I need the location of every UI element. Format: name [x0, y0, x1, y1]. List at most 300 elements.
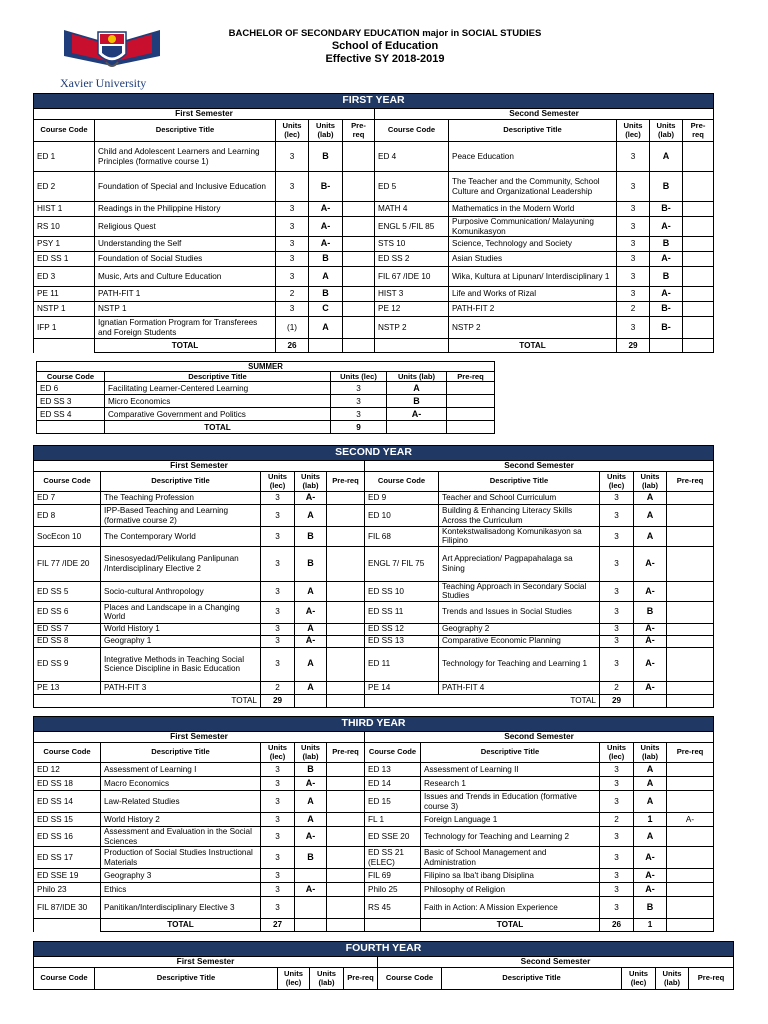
- course-title: Basic of School Management and Administration: [421, 847, 600, 869]
- course-code: ED SS 5: [34, 581, 101, 601]
- fourth-year-sem2-label: Second Semester: [378, 957, 734, 968]
- school-name: School of Education: [331, 40, 439, 52]
- units-lec: 3: [331, 395, 387, 408]
- units-lab: A: [295, 791, 327, 813]
- course-code: ED 7: [34, 492, 101, 505]
- col-units-lab: Units (lab): [656, 968, 689, 990]
- units-lab: B: [634, 601, 667, 623]
- prereq: [343, 217, 375, 237]
- units-lab: B: [295, 527, 327, 547]
- units-lec: 3: [600, 492, 634, 505]
- units-lec: 2: [261, 681, 295, 694]
- course-title: Panitikan/Interdisciplinary Elective 3: [101, 897, 261, 919]
- course-row: [34, 847, 714, 869]
- units-lec: 3: [617, 237, 650, 252]
- units-lec: 3: [261, 527, 295, 547]
- course-title: Mathematics in the Modern World: [449, 202, 617, 217]
- course-code: ED SS 1: [34, 252, 95, 267]
- units-lab: A-: [650, 252, 683, 267]
- units-lab: B-: [650, 302, 683, 317]
- university-logo: [62, 26, 162, 74]
- course-title: NSTP 1: [95, 302, 276, 317]
- course-row: [34, 813, 714, 827]
- course-row: [34, 172, 714, 202]
- prereq: [343, 267, 375, 287]
- course-code: PE 13: [34, 681, 101, 694]
- course-title: Building & Enhancing Literacy Skills Across the Curriculum: [439, 505, 600, 527]
- course-row: [34, 897, 714, 919]
- course-code: ED 1: [34, 142, 95, 172]
- col-descriptive-title: Descriptive Title: [449, 120, 617, 142]
- units-lec: 3: [276, 217, 309, 237]
- course-title: Foundation of Social Studies: [95, 252, 276, 267]
- course-row: [34, 883, 714, 897]
- units-lec: 3: [617, 172, 650, 202]
- prereq: [667, 777, 714, 791]
- course-title: Child and Adolescent Learners and Learning Principles (formative course 1): [95, 142, 276, 172]
- prereq: [683, 287, 714, 302]
- col-descriptive-title: Descriptive Title: [95, 120, 276, 142]
- prereq: [327, 635, 365, 647]
- units-lab: B: [650, 237, 683, 252]
- col-course-code: Course Code: [34, 120, 95, 142]
- units-lec: 3: [261, 505, 295, 527]
- course-title: Purposive Communication/ Malayuning Komunikasyon: [449, 217, 617, 237]
- third-year-sem2-lab-total: 1: [634, 919, 667, 932]
- prereq: [343, 252, 375, 267]
- course-row: [37, 408, 495, 421]
- prereq: [343, 172, 375, 202]
- prereq: [667, 869, 714, 883]
- units-lec: 2: [600, 681, 634, 694]
- col-prereq: Pre-req: [689, 968, 734, 990]
- course-title: Trends and Issues in Social Studies: [439, 601, 600, 623]
- units-lab: A: [634, 492, 667, 505]
- course-row: [34, 142, 714, 172]
- course-code: ED SS 15: [34, 813, 101, 827]
- prereq: [683, 202, 714, 217]
- course-row: [34, 546, 714, 581]
- course-title: Assessment and Evaluation in the Social Sciences: [101, 827, 261, 847]
- units-lec: 3: [600, 623, 634, 635]
- course-title: Foundation of Special and Inclusive Education: [95, 172, 276, 202]
- course-code: FIL 77 /IDE 20: [34, 546, 101, 581]
- course-title: Law-Related Studies: [101, 791, 261, 813]
- course-title: Assessment of Learning I: [101, 763, 261, 777]
- course-code: ED SS 21 (ELEC): [365, 847, 421, 869]
- course-title: Sinesosyedad/Pelikulang Panlipunan /Interdisciplinary Elective 2: [101, 546, 261, 581]
- course-title: Wika, Kultura at Lipunan/ Interdisciplinary 1: [449, 267, 617, 287]
- units-lab: A-: [650, 217, 683, 237]
- course-code: ED SS 18: [34, 777, 101, 791]
- col-units-lec: Units (lec): [261, 472, 295, 492]
- col-units-lab: Units (lab): [310, 968, 344, 990]
- units-lec: 3: [261, 647, 295, 681]
- col-prereq: Pre-req: [327, 472, 365, 492]
- units-lab: A: [295, 581, 327, 601]
- course-row: [34, 527, 714, 547]
- prereq: [667, 647, 714, 681]
- prereq: [327, 777, 365, 791]
- first-year-sem1-total: 26: [276, 339, 309, 353]
- course-title: Comparative Government and Politics: [105, 408, 331, 421]
- units-lab: A-: [634, 546, 667, 581]
- col-units-lec: Units (lec): [276, 120, 309, 142]
- course-code: FIL 67 /IDE 10: [375, 267, 449, 287]
- prereq: [327, 527, 365, 547]
- course-code: ED 14: [365, 777, 421, 791]
- units-lab: A-: [634, 623, 667, 635]
- course-code: HIST 3: [375, 287, 449, 302]
- units-lec: 3: [261, 763, 295, 777]
- second-year-total-label: TOTAL: [34, 694, 261, 707]
- units-lab: A: [634, 791, 667, 813]
- units-lec: 3: [600, 763, 634, 777]
- col-prereq: Pre-req: [683, 120, 714, 142]
- course-title: Geography 2: [439, 623, 600, 635]
- course-title: PATH-FIT 1: [95, 287, 276, 302]
- course-code: IFP 1: [34, 317, 95, 339]
- units-lec: 3: [600, 601, 634, 623]
- course-code: ED SS 9: [34, 647, 101, 681]
- course-code: ED 12: [34, 763, 101, 777]
- prereq: [667, 883, 714, 897]
- program-title: BACHELOR OF SECONDARY EDUCATION major in SOCIAL STUDIES: [228, 28, 542, 39]
- units-lab: A: [295, 647, 327, 681]
- units-lec: 3: [261, 546, 295, 581]
- prereq: [447, 408, 495, 421]
- course-title: Issues and Trends in Education (formative course 3): [421, 791, 600, 813]
- course-row: [34, 763, 714, 777]
- units-lab: A-: [309, 217, 343, 237]
- prereq: [327, 763, 365, 777]
- course-title: IPP-Based Teaching and Learning (formative course 2): [101, 505, 261, 527]
- course-title: Ethics: [101, 883, 261, 897]
- course-title: Production of Social Studies Instructional Materials: [101, 847, 261, 869]
- fourth-year-table: [33, 941, 734, 990]
- second-year-banner: SECOND YEAR: [34, 446, 714, 461]
- col-units-lab: Units (lab): [309, 120, 343, 142]
- course-title: Asian Studies: [449, 252, 617, 267]
- prereq: [327, 897, 365, 919]
- course-code: ED SS 6: [34, 601, 101, 623]
- course-title: The Contemporary World: [101, 527, 261, 547]
- course-row: [34, 267, 714, 287]
- prereq: [667, 546, 714, 581]
- course-title: The Teacher and the Community, School Culture and Organizational Leadership: [449, 172, 617, 202]
- course-title: Geography 3: [101, 869, 261, 883]
- units-lab: [295, 869, 327, 883]
- units-lec: 3: [261, 883, 295, 897]
- units-lec: 3: [261, 581, 295, 601]
- units-lab: A-: [295, 601, 327, 623]
- units-lab: A-: [309, 202, 343, 217]
- course-title: Kontekstwalisadong Komunikasyon sa Filipino: [439, 527, 600, 547]
- prereq: [327, 813, 365, 827]
- units-lec: 3: [261, 635, 295, 647]
- course-code: ED SS 2: [375, 252, 449, 267]
- units-lec: 2: [600, 813, 634, 827]
- units-lab: A-: [634, 681, 667, 694]
- course-code: ED SS 12: [365, 623, 439, 635]
- course-title: Peace Education: [449, 142, 617, 172]
- units-lab: A: [634, 527, 667, 547]
- col-course-code: Course Code: [37, 372, 105, 382]
- col-descriptive-title: Descriptive Title: [421, 743, 600, 763]
- course-row: [34, 791, 714, 813]
- course-code: NSTP 1: [34, 302, 95, 317]
- course-title: Foreign Language 1: [421, 813, 600, 827]
- course-title: Religious Quest: [95, 217, 276, 237]
- course-row: [34, 302, 714, 317]
- units-lec: 3: [617, 252, 650, 267]
- course-title: Teaching Approach in Secondary Social Studies: [439, 581, 600, 601]
- col-descriptive-title: Descriptive Title: [101, 472, 261, 492]
- course-row: [34, 237, 714, 252]
- summer-total: 9: [331, 421, 387, 434]
- first-year-sem1-label: First Semester: [34, 109, 375, 120]
- course-title: Socio-cultural Anthropology: [101, 581, 261, 601]
- course-code: ED SS 8: [34, 635, 101, 647]
- prereq: [667, 847, 714, 869]
- units-lab: C: [309, 302, 343, 317]
- units-lab: A: [650, 142, 683, 172]
- units-lec: 3: [261, 492, 295, 505]
- course-code: PE 12: [375, 302, 449, 317]
- prereq: [667, 527, 714, 547]
- summer-title: SUMMER: [37, 362, 495, 372]
- third-year-sem1-label: First Semester: [34, 732, 365, 743]
- prereq: [667, 897, 714, 919]
- course-title: Readings in the Philippine History: [95, 202, 276, 217]
- prereq: [667, 827, 714, 847]
- second-year-sem2-total: 29: [600, 694, 634, 707]
- third-year-banner: THIRD YEAR: [34, 717, 714, 732]
- units-lab: A: [634, 827, 667, 847]
- units-lec: 3: [331, 382, 387, 395]
- units-lec: 3: [261, 869, 295, 883]
- course-title: Understanding the Self: [95, 237, 276, 252]
- course-code: ED 9: [365, 492, 439, 505]
- col-descriptive-title: Descriptive Title: [105, 372, 331, 382]
- units-lab: A-: [634, 869, 667, 883]
- course-row: [34, 287, 714, 302]
- units-lab: A-: [634, 847, 667, 869]
- col-prereq: Pre-req: [344, 968, 378, 990]
- course-row: [34, 647, 714, 681]
- course-title: Faith in Action: A Mission Experience: [421, 897, 600, 919]
- units-lec: 3: [600, 777, 634, 791]
- prereq: [327, 681, 365, 694]
- units-lec: 3: [617, 217, 650, 237]
- course-code: ED SS 3: [37, 395, 105, 408]
- col-prereq: Pre-req: [667, 743, 714, 763]
- units-lab: B: [295, 847, 327, 869]
- third-year-table: [33, 716, 714, 932]
- course-code: ED SSE 20: [365, 827, 421, 847]
- units-lab: A: [634, 763, 667, 777]
- units-lec: 3: [617, 267, 650, 287]
- course-code: ENGL 7/ FIL 75: [365, 546, 439, 581]
- units-lab: A-: [295, 635, 327, 647]
- prereq: [327, 869, 365, 883]
- units-lec: 3: [600, 827, 634, 847]
- course-title: PATH-FIT 4: [439, 681, 600, 694]
- course-code: FIL 87/IDE 30: [34, 897, 101, 919]
- course-code: Philo 25: [365, 883, 421, 897]
- units-lec: 3: [617, 142, 650, 172]
- units-lec: 3: [276, 172, 309, 202]
- course-title: Places and Landscape in a Changing World: [101, 601, 261, 623]
- col-units-lab: Units (lab): [295, 472, 327, 492]
- course-code: FIL 68: [365, 527, 439, 547]
- units-lab: A: [295, 681, 327, 694]
- col-descriptive-title: Descriptive Title: [439, 472, 600, 492]
- third-year-total-label: TOTAL: [421, 919, 600, 932]
- course-code: RS 45: [365, 897, 421, 919]
- course-code: ED SS 14: [34, 791, 101, 813]
- units-lec: 3: [600, 647, 634, 681]
- course-code: ED SS 7: [34, 623, 101, 635]
- course-row: [34, 623, 714, 635]
- units-lab: A-: [634, 647, 667, 681]
- prereq: [327, 601, 365, 623]
- col-prereq: Pre-req: [343, 120, 375, 142]
- course-title: Technology for Teaching and Learning 1: [439, 647, 600, 681]
- units-lec: 3: [600, 791, 634, 813]
- units-lec: 3: [600, 527, 634, 547]
- units-lab: A: [634, 777, 667, 791]
- units-lab: B: [295, 763, 327, 777]
- fourth-year-sem1-label: First Semester: [34, 957, 378, 968]
- course-row: [34, 317, 714, 339]
- first-year-banner: FIRST YEAR: [34, 94, 714, 109]
- course-title: Technology for Teaching and Learning 2: [421, 827, 600, 847]
- units-lec: 3: [600, 869, 634, 883]
- units-lab: A-: [295, 827, 327, 847]
- prereq: [447, 382, 495, 395]
- prereq: [343, 142, 375, 172]
- prereq: [683, 217, 714, 237]
- course-row: [34, 827, 714, 847]
- course-title: Filipino sa Iba't ibang Disiplina: [421, 869, 600, 883]
- course-code: ED 3: [34, 267, 95, 287]
- prereq: [667, 505, 714, 527]
- course-title: Science, Technology and Society: [449, 237, 617, 252]
- course-title: Integrative Methods in Teaching Social Science Discipline in Basic Education: [101, 647, 261, 681]
- course-code: ED 13: [365, 763, 421, 777]
- prereq: [327, 847, 365, 869]
- course-code: ED 2: [34, 172, 95, 202]
- course-title: Micro Economics: [105, 395, 331, 408]
- prereq: [327, 505, 365, 527]
- col-course-code: Course Code: [378, 968, 442, 990]
- units-lec: 3: [617, 202, 650, 217]
- col-units-lec: Units (lec): [600, 472, 634, 492]
- first-year-total-label: TOTAL: [95, 339, 276, 353]
- units-lec: 3: [600, 883, 634, 897]
- prereq: [683, 267, 714, 287]
- units-lec: 3: [261, 791, 295, 813]
- col-units-lec: Units (lec): [600, 743, 634, 763]
- course-title: Life and Works of Rizal: [449, 287, 617, 302]
- course-code: FL 1: [365, 813, 421, 827]
- units-lec: 3: [261, 777, 295, 791]
- course-code: ED SS 4: [37, 408, 105, 421]
- units-lec: 3: [331, 408, 387, 421]
- course-code: ED 6: [37, 382, 105, 395]
- units-lab: B: [387, 395, 447, 408]
- prereq: [343, 317, 375, 339]
- course-code: ED 4: [375, 142, 449, 172]
- units-lec: 3: [600, 897, 634, 919]
- prereq: A-: [667, 813, 714, 827]
- second-year-total-label: TOTAL: [365, 694, 600, 707]
- course-row: [34, 202, 714, 217]
- summer-table: [36, 361, 495, 434]
- course-code: STS 10: [375, 237, 449, 252]
- units-lab: B: [309, 142, 343, 172]
- course-row: [34, 777, 714, 791]
- course-title: Research 1: [421, 777, 600, 791]
- units-lec: 3: [261, 847, 295, 869]
- first-year-table: [33, 93, 714, 353]
- units-lec: 3: [261, 813, 295, 827]
- units-lab: [295, 897, 327, 919]
- prereq: [343, 302, 375, 317]
- units-lec: 3: [261, 623, 295, 635]
- course-row: [37, 395, 495, 408]
- prereq: [683, 237, 714, 252]
- prereq: [683, 172, 714, 202]
- units-lab: 1: [634, 813, 667, 827]
- prereq: [667, 581, 714, 601]
- prereq: [667, 635, 714, 647]
- prereq: [343, 202, 375, 217]
- units-lab: A-: [295, 492, 327, 505]
- course-title: The Teaching Profession: [101, 492, 261, 505]
- units-lec: 3: [276, 302, 309, 317]
- course-code: PE 11: [34, 287, 95, 302]
- units-lab: A-: [387, 408, 447, 421]
- third-year-sem1-total: 27: [261, 919, 295, 932]
- course-code: NSTP 2: [375, 317, 449, 339]
- course-title: Geography 1: [101, 635, 261, 647]
- units-lec: 2: [617, 302, 650, 317]
- course-title: Facilitating Learner-Centered Learning: [105, 382, 331, 395]
- units-lab: B-: [309, 172, 343, 202]
- course-title: Macro Economics: [101, 777, 261, 791]
- col-units-lab: Units (lab): [650, 120, 683, 142]
- units-lec: 2: [276, 287, 309, 302]
- units-lab: A-: [634, 883, 667, 897]
- course-code: ED 5: [375, 172, 449, 202]
- prereq: [343, 237, 375, 252]
- course-row: [34, 252, 714, 267]
- units-lab: B: [650, 172, 683, 202]
- prereq: [667, 492, 714, 505]
- course-code: SocEcon 10: [34, 527, 101, 547]
- units-lec: 3: [600, 581, 634, 601]
- units-lec: 3: [600, 847, 634, 869]
- prereq: [327, 883, 365, 897]
- col-prereq: Pre-req: [667, 472, 714, 492]
- prereq: [667, 763, 714, 777]
- prereq: [683, 317, 714, 339]
- units-lec: 3: [261, 897, 295, 919]
- course-code: PSY 1: [34, 237, 95, 252]
- course-code: ED SS 16: [34, 827, 101, 847]
